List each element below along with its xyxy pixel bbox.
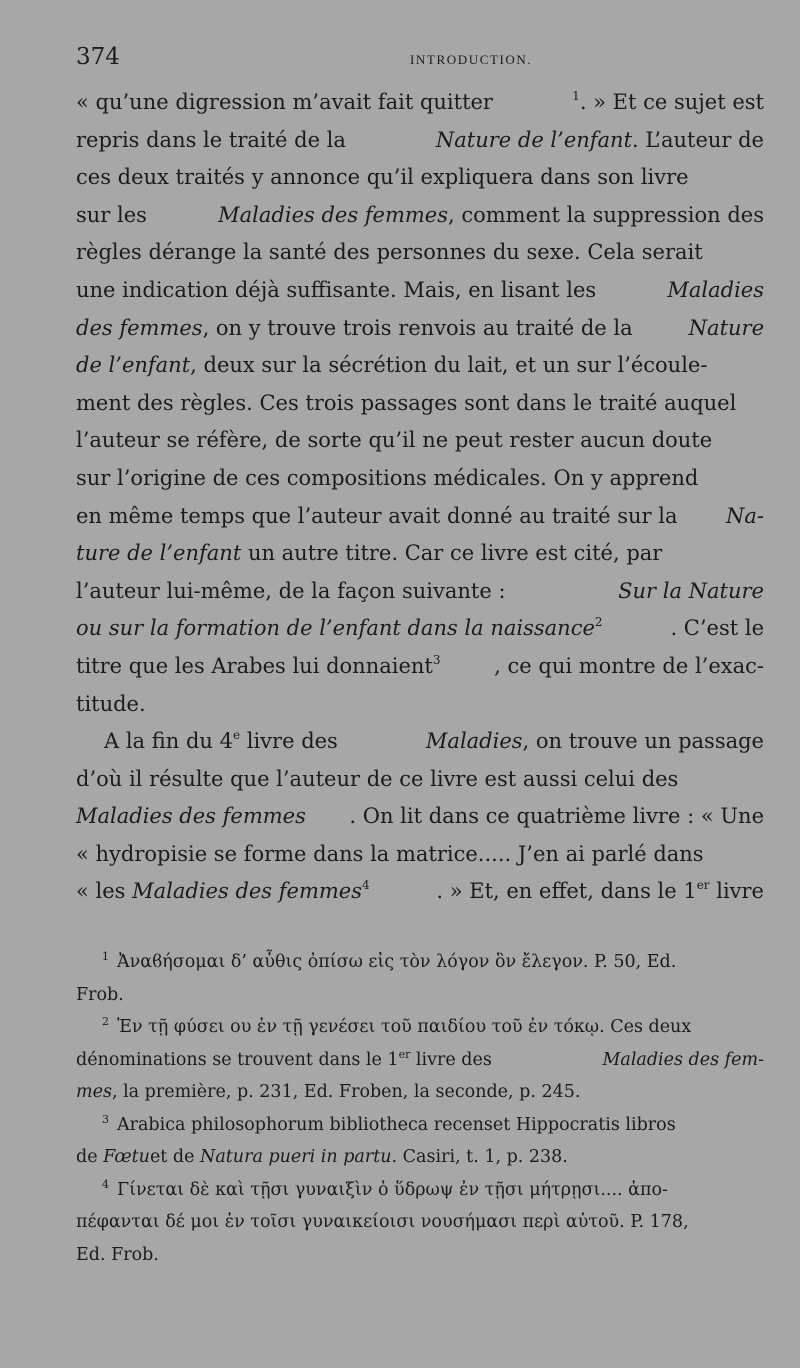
text-line: ment des règles. Ces trois passages sont dans le traité auquel: [76, 390, 737, 415]
text-segment: livre: [709, 879, 764, 904]
text-segment: . » Et ce sujet est: [579, 90, 764, 114]
text-segment: Ἐν τῇ φύσει ου ἐν τῇ γενέσει τοῦ παιδίου τοῦ ἐν τόκῳ. Ces deux: [117, 1017, 692, 1037]
text-line: [76, 873, 764, 911]
footnote-4: [76, 1174, 764, 1272]
text-line: [76, 84, 764, 122]
text-line: « hydropisie se forme dans la matrice..... J’en ai parlé dans: [76, 841, 704, 866]
italic-title: mes: [76, 1082, 112, 1102]
text-segment: et de: [149, 1147, 195, 1167]
footnote-line: Frob.: [76, 984, 124, 1005]
text-segment: , ce qui montre de l’exac-: [494, 653, 764, 678]
text-segment: , comment la suppression des: [448, 202, 764, 227]
italic-title: Nature de l’enfant: [435, 127, 633, 152]
footnote-number: 1: [102, 950, 109, 963]
text-segment: en même temps que l’auteur avait donné au traité sur la: [76, 503, 678, 528]
main-text: [76, 84, 764, 911]
text-line: l’auteur se réfère, de sorte qu’il ne peut rester aucun doute: [76, 428, 713, 453]
text-line: [76, 347, 764, 385]
text-segment: Γίνεται δὲ καὶ τῇσι γυναιξὶν ὁ ὕδρωψ ἐν τῇσι μήτρῃσι.... ἀπο-: [117, 1179, 668, 1200]
text-segment: « les: [76, 879, 126, 904]
italic-title: Maladies des fem-: [602, 1049, 764, 1070]
text-segment: A la fin du 4: [104, 729, 233, 754]
text-line: d’où il résulte que l’auteur de ce livre est aussi celui des: [76, 766, 679, 791]
text-line: sur l’origine de ces compositions médicales. On y apprend: [76, 465, 699, 490]
italic-title: ture de l’enfant: [76, 541, 242, 566]
text-line: [76, 498, 764, 536]
footnote-ref: 4: [362, 878, 370, 893]
paragraph-2: [76, 723, 764, 911]
page-header: [76, 44, 766, 78]
footnote-line: πέφανται δέ μοι ἐν τοῖσι γυναικείοισι νουσήμασι περὶ αὐτοῦ. P. 178,: [76, 1212, 689, 1232]
text-line: [76, 272, 764, 310]
text-segment: , on y trouve trois renvois au traité de la: [202, 315, 633, 340]
text-line: [76, 310, 764, 348]
footnotes: [76, 946, 764, 1271]
text-line: [76, 610, 764, 648]
italic-title: Maladies: [425, 729, 523, 754]
paragraph-1: [76, 84, 764, 723]
text-segment: . » Et, en effet, dans le 1: [436, 879, 697, 904]
text-segment: repris dans le traité de la: [76, 127, 346, 152]
text-segment: , la première, p. 231, Ed. Froben, la seconde, p. 245.: [111, 1082, 581, 1102]
superscript: er: [696, 878, 710, 893]
footnote-line: [76, 1174, 764, 1207]
text-segment: Arabica philosophorum bibliotheca recenset Hippocratis libros: [117, 1114, 676, 1135]
text-segment: , on trouve un passage: [522, 729, 764, 754]
text-segment: titre que les Arabes lui donnaient: [76, 653, 433, 678]
superscript: er: [398, 1047, 411, 1061]
footnote-ref: 1: [572, 89, 580, 103]
italic-title: Sur la Nature: [618, 578, 764, 603]
text-segment: . C’est le: [670, 616, 764, 641]
italic-title: Nature: [688, 315, 764, 340]
superscript: e: [232, 728, 241, 743]
italic-title: ou sur la formation de l’enfant dans la naissance: [76, 616, 595, 641]
text-segment: « qu’une digression m’avait fait quitter: [76, 90, 493, 114]
text-line: [76, 723, 764, 761]
footnote-line: [76, 946, 764, 979]
footnote-line: [76, 1076, 764, 1109]
footnote-ref: 3: [432, 652, 441, 667]
footnote-number: 2: [102, 1015, 109, 1028]
text-segment: . L’auteur de: [632, 127, 764, 152]
italic-title: des femmes: [76, 315, 203, 340]
text-segment: l’auteur lui-même, de la façon suivante :: [76, 578, 506, 603]
text-line: [76, 122, 764, 160]
text-segment: une indication déjà suffisante. Mais, en lisant les: [76, 277, 597, 302]
footnote-line: [76, 1141, 764, 1174]
footnote-1: [76, 946, 764, 1011]
italic-title: Maladies: [667, 277, 764, 302]
footnote-number: 4: [102, 1177, 109, 1191]
text-line: règles dérange la santé des personnes du sexe. Cela serait: [76, 240, 703, 265]
text-segment: livre des: [240, 729, 338, 754]
footnote-ref: 2: [594, 615, 603, 630]
text-segment: Ἀναϐήσομαι δ’ αὖθις ὀπίσω εἰς τὸν λόγον ὃν ἔλεγον. P. 50, Ed.: [117, 952, 677, 972]
text-line: [76, 535, 764, 573]
page-number: 374: [76, 44, 120, 70]
footnote-line: [76, 1011, 764, 1044]
italic-title: Maladies des femmes: [218, 202, 449, 227]
text-line: [76, 573, 764, 611]
footnote-number: 3: [102, 1112, 109, 1126]
footnote-2: [76, 1011, 764, 1109]
text-line: [76, 197, 764, 235]
text-segment: . Casiri, t. 1, p. 238.: [391, 1147, 568, 1167]
footnote-line: [76, 1044, 764, 1077]
text-segment: de: [76, 1147, 98, 1167]
italic-title: Fœtu: [103, 1147, 150, 1167]
text-line: [76, 798, 764, 836]
text-segment: livre des: [410, 1049, 492, 1070]
text-segment: un autre titre. Car ce livre est cité, par: [241, 541, 663, 566]
text-segment: dénominations se trouvent dans le 1: [76, 1049, 399, 1070]
text-segment: . On lit dans ce quatrième livre : « Une: [349, 804, 764, 829]
footnote-line: Ed. Frob.: [76, 1244, 159, 1265]
running-head: INTRODUCTION.: [410, 52, 533, 67]
italic-title: de l’enfant: [76, 353, 191, 378]
text-line: titude.: [76, 691, 146, 716]
text-segment: sur les: [76, 202, 147, 227]
text-segment: , deux sur la sécrétion du lait, et un sur l’écoule-: [190, 353, 708, 378]
italic-title: Maladies des femmes: [76, 804, 306, 829]
text-line: ces deux traités y annonce qu’il expliquera dans son livre: [76, 165, 689, 190]
text-line: [76, 648, 764, 686]
footnote-3: [76, 1109, 764, 1174]
italic-title: Natura pueri in partu: [200, 1147, 392, 1167]
italic-title: Maladies des femmes: [132, 879, 362, 904]
italic-title: Na-: [726, 503, 764, 528]
footnote-line: [76, 1109, 764, 1142]
